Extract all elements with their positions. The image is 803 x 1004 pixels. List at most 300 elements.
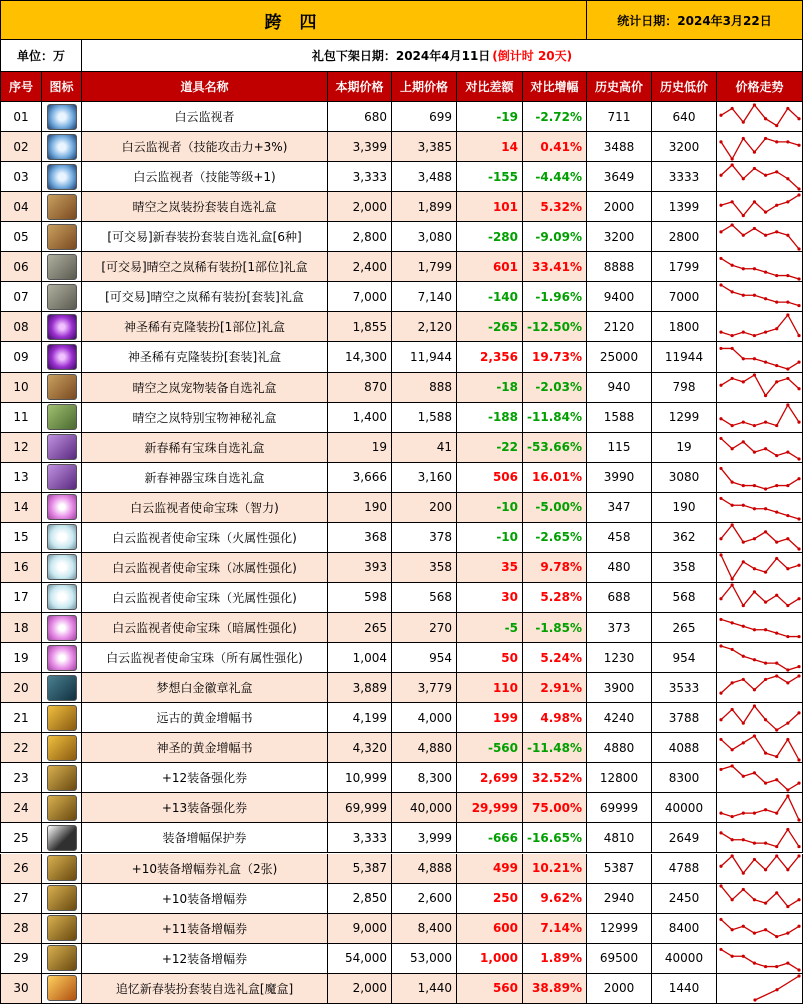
sparkline-point bbox=[797, 143, 800, 146]
sparkline-point bbox=[719, 283, 722, 286]
header-col-history-high: 历史高价 bbox=[587, 72, 652, 102]
sparkline bbox=[719, 493, 801, 521]
sparkline-point bbox=[775, 988, 778, 991]
row-10-col-previous-price: 888 bbox=[392, 373, 457, 403]
row-14-col-previous-price: 200 bbox=[392, 493, 457, 523]
row-23-col-history-low: 8300 bbox=[652, 763, 717, 793]
sparkline-point bbox=[775, 778, 778, 781]
row-25-col-diff: -666 bbox=[457, 823, 523, 853]
row-17-col-change-pct: 5.28% bbox=[523, 583, 587, 613]
sparkline-point bbox=[752, 424, 755, 427]
sparkline-point bbox=[730, 157, 733, 160]
sparkline-point bbox=[797, 845, 800, 848]
row-14-col-history-low: 190 bbox=[652, 493, 717, 523]
row-24-col-diff: 29,999 bbox=[457, 793, 523, 823]
row-21-col-history-low: 3788 bbox=[652, 703, 717, 733]
sparkline-point bbox=[797, 518, 800, 521]
row-09-col-history-low: 11944 bbox=[652, 342, 717, 372]
sparkline bbox=[719, 614, 801, 642]
sparkline-point bbox=[797, 304, 800, 307]
sparkline-point bbox=[719, 617, 722, 620]
sparkline bbox=[719, 523, 801, 551]
sparkline-point bbox=[730, 223, 733, 226]
row-16-col-history-low: 358 bbox=[652, 553, 717, 583]
sparkline-point bbox=[775, 364, 778, 367]
row-02-col-name: 白云监视者（技能攻击力+3%) bbox=[82, 132, 328, 162]
row-13-col-diff: 506 bbox=[457, 463, 523, 493]
sparkline bbox=[719, 433, 801, 461]
sparkline bbox=[719, 133, 801, 161]
sparkline-point bbox=[752, 704, 755, 707]
sparkline-path bbox=[721, 405, 799, 426]
sparkline-point bbox=[719, 598, 722, 601]
row-13-col-current-price: 3,666 bbox=[328, 463, 392, 493]
row-29-col-diff: 1,000 bbox=[457, 944, 523, 974]
row-04-col-icon bbox=[42, 192, 82, 222]
sparkline-point bbox=[786, 274, 789, 277]
sparkline-point bbox=[752, 688, 755, 691]
row-08-col-history-low: 1800 bbox=[652, 312, 717, 342]
sparkline-point bbox=[775, 230, 778, 233]
row-01-col-history-high: 711 bbox=[587, 102, 652, 132]
sparkline-point bbox=[719, 347, 722, 350]
purple-orb-icon bbox=[47, 314, 77, 340]
sparkline-point bbox=[730, 584, 733, 587]
row-29-col-seq: 29 bbox=[0, 944, 42, 974]
row-07-col-previous-price: 7,140 bbox=[392, 282, 457, 312]
row-13-col-seq: 13 bbox=[0, 463, 42, 493]
sparkline-point bbox=[763, 571, 766, 574]
sparkline-point bbox=[741, 721, 744, 724]
row-30-col-change-pct: 38.89% bbox=[523, 974, 587, 1004]
sparkline-point bbox=[763, 965, 766, 968]
row-19-col-change-pct: 5.24% bbox=[523, 643, 587, 673]
row-12-col-change-pct: -53.66% bbox=[523, 433, 587, 463]
sparkline-point bbox=[752, 841, 755, 844]
sparkline-point bbox=[752, 451, 755, 454]
sparkline-point bbox=[719, 865, 722, 868]
sparkline-point bbox=[775, 811, 778, 814]
row-09-col-diff: 2,356 bbox=[457, 342, 523, 372]
pink-orb-icon bbox=[47, 645, 77, 671]
row-05-col-history-high: 3200 bbox=[587, 222, 652, 252]
row-12-col-diff: -22 bbox=[457, 433, 523, 463]
sparkline-point bbox=[730, 334, 733, 337]
row-23-col-trend bbox=[717, 763, 803, 793]
sparkline-point bbox=[797, 387, 800, 390]
sparkline-path bbox=[721, 585, 799, 606]
sparkline-point bbox=[763, 233, 766, 236]
row-11-col-history-high: 1588 bbox=[587, 403, 652, 433]
sparkline-point bbox=[763, 841, 766, 844]
purple-box-icon bbox=[47, 464, 77, 490]
row-11-col-seq: 11 bbox=[0, 403, 42, 433]
row-16-col-seq: 16 bbox=[0, 553, 42, 583]
sparkline-point bbox=[763, 781, 766, 784]
row-17-col-diff: 30 bbox=[457, 583, 523, 613]
row-15-col-previous-price: 378 bbox=[392, 523, 457, 553]
row-16-col-history-high: 480 bbox=[587, 553, 652, 583]
sparkline-point bbox=[763, 868, 766, 871]
row-02-col-history-low: 3200 bbox=[652, 132, 717, 162]
sparkline-point bbox=[752, 200, 755, 203]
row-23-col-diff: 2,699 bbox=[457, 763, 523, 793]
purple-box-icon bbox=[47, 434, 77, 460]
sparkline-point bbox=[797, 898, 800, 901]
row-24-col-current-price: 69,999 bbox=[328, 793, 392, 823]
sparkline bbox=[719, 103, 801, 131]
row-05-col-trend bbox=[717, 222, 803, 252]
ticket-icon bbox=[47, 915, 77, 941]
row-18-col-previous-price: 270 bbox=[392, 613, 457, 643]
sparkline-point bbox=[775, 424, 778, 427]
row-04-col-current-price: 2,000 bbox=[328, 192, 392, 222]
sparkline-point bbox=[763, 421, 766, 424]
sparkline-point bbox=[797, 548, 800, 551]
sparkline-point bbox=[763, 488, 766, 491]
sparkline-point bbox=[797, 334, 800, 337]
sparkline-point bbox=[752, 267, 755, 270]
row-11-col-trend bbox=[717, 403, 803, 433]
sparkline-point bbox=[752, 484, 755, 487]
row-21-col-current-price: 4,199 bbox=[328, 703, 392, 733]
row-22-col-seq: 22 bbox=[0, 733, 42, 763]
row-25-col-history-low: 2649 bbox=[652, 823, 717, 853]
row-22-col-history-high: 4880 bbox=[587, 733, 652, 763]
row-08-col-history-high: 2120 bbox=[587, 312, 652, 342]
sparkline-point bbox=[730, 578, 733, 581]
row-20-col-name: 梦想白金徽章礼盒 bbox=[82, 673, 328, 703]
sparkline-point bbox=[786, 828, 789, 831]
row-27-col-history-high: 2940 bbox=[587, 884, 652, 914]
sparkline-point bbox=[741, 380, 744, 383]
row-16-col-trend bbox=[717, 553, 803, 583]
sparkline-point bbox=[775, 140, 778, 143]
sparkline-point bbox=[730, 708, 733, 711]
row-17-col-name: 白云监视者使命宝珠（光属性强化) bbox=[82, 583, 328, 613]
sparkline-point bbox=[730, 290, 733, 293]
row-21-col-history-high: 4240 bbox=[587, 703, 652, 733]
sparkline-point bbox=[775, 511, 778, 514]
ticket-icon bbox=[47, 795, 77, 821]
sparkline-point bbox=[797, 674, 800, 677]
sparkline-point bbox=[763, 447, 766, 450]
sparkline-point bbox=[752, 811, 755, 814]
sparkline bbox=[719, 283, 801, 311]
row-01-col-previous-price: 699 bbox=[392, 102, 457, 132]
sparkline-point bbox=[775, 674, 778, 677]
sparkline-point bbox=[719, 113, 722, 116]
sparkline-path bbox=[721, 348, 799, 369]
row-23-col-change-pct: 32.52% bbox=[523, 763, 587, 793]
ticket-icon bbox=[47, 885, 77, 911]
blue-crystal-icon bbox=[47, 134, 77, 160]
row-11-col-icon bbox=[42, 403, 82, 433]
sparkline-point bbox=[741, 440, 744, 443]
sparkline-point bbox=[775, 594, 778, 597]
row-06-col-diff: 601 bbox=[457, 252, 523, 282]
row-22-col-trend bbox=[717, 733, 803, 763]
row-11-col-change-pct: -11.84% bbox=[523, 403, 587, 433]
header-col-diff: 对比差额 bbox=[457, 72, 523, 102]
row-22-col-icon bbox=[42, 733, 82, 763]
sparkline-point bbox=[719, 918, 722, 921]
row-11-col-name: 晴空之岚特别宝物神秘礼盒 bbox=[82, 403, 328, 433]
sparkline-point bbox=[763, 136, 766, 139]
sparkline-point bbox=[786, 367, 789, 370]
row-14-col-name: 白云监视者使命宝珠（智力) bbox=[82, 493, 328, 523]
row-13-col-change-pct: 16.01% bbox=[523, 463, 587, 493]
row-10-col-name: 晴空之岚宠物装备自选礼盒 bbox=[82, 373, 328, 403]
sparkline-point bbox=[752, 357, 755, 360]
sparkline-point bbox=[741, 267, 744, 270]
row-04-col-trend bbox=[717, 192, 803, 222]
row-07-col-name: [可交易]晴空之岚稀有装扮[套装]礼盒 bbox=[82, 282, 328, 312]
sparkline-point bbox=[775, 891, 778, 894]
sparkline-point bbox=[741, 214, 744, 217]
row-13-col-name: 新春神器宝珠自选礼盒 bbox=[82, 463, 328, 493]
sparkline-point bbox=[752, 334, 755, 337]
sparkline-point bbox=[775, 203, 778, 206]
sparkline-point bbox=[752, 103, 755, 106]
ticket-icon bbox=[47, 765, 77, 791]
sparkline-point bbox=[719, 884, 722, 887]
sparkline-path bbox=[721, 315, 799, 336]
row-03-col-change-pct: -4.44% bbox=[523, 162, 587, 192]
row-09-col-change-pct: 19.73% bbox=[523, 342, 587, 372]
row-27-col-diff: 250 bbox=[457, 884, 523, 914]
sparkline-point bbox=[741, 624, 744, 627]
row-04-col-change-pct: 5.32% bbox=[523, 192, 587, 222]
row-10-col-icon bbox=[42, 373, 82, 403]
row-28-col-trend bbox=[717, 914, 803, 944]
row-22-col-name: 神圣的黄金增幅书 bbox=[82, 733, 328, 763]
sparkline-point bbox=[786, 721, 789, 724]
row-08-col-diff: -265 bbox=[457, 312, 523, 342]
row-03-col-history-low: 3333 bbox=[652, 162, 717, 192]
stat-date: 统计日期：2024年3月22日 bbox=[587, 0, 803, 40]
row-21-col-previous-price: 4,000 bbox=[392, 703, 457, 733]
sparkline bbox=[719, 373, 801, 401]
sparkline bbox=[719, 193, 801, 221]
row-04-col-seq: 04 bbox=[0, 192, 42, 222]
sparkline bbox=[719, 944, 801, 972]
row-09-col-name: 神圣稀有克隆装扮[套装]礼盒 bbox=[82, 342, 328, 372]
sparkline-point bbox=[730, 898, 733, 901]
row-03-col-history-high: 3649 bbox=[587, 162, 652, 192]
row-20-col-previous-price: 3,779 bbox=[392, 673, 457, 703]
sparkline bbox=[719, 884, 801, 912]
row-26-col-trend bbox=[717, 854, 803, 884]
row-12-col-seq: 12 bbox=[0, 433, 42, 463]
gold-box-icon bbox=[47, 975, 77, 1001]
row-09-col-trend bbox=[717, 342, 803, 372]
sparkline-point bbox=[730, 377, 733, 380]
sparkline-point bbox=[763, 628, 766, 631]
row-28-col-diff: 600 bbox=[457, 914, 523, 944]
row-27-col-change-pct: 9.62% bbox=[523, 884, 587, 914]
sparkline-point bbox=[741, 136, 744, 139]
sparkline-point bbox=[752, 932, 755, 935]
sparkline-point bbox=[763, 507, 766, 510]
sparkline-point bbox=[752, 373, 755, 376]
sparkline-path bbox=[755, 976, 799, 1000]
sparkline-point bbox=[719, 437, 722, 440]
sparkline-point bbox=[797, 969, 800, 972]
sparkline-point bbox=[775, 274, 778, 277]
sparkline-point bbox=[797, 277, 800, 280]
row-18-col-name: 白云监视者使命宝珠（暗属性强化) bbox=[82, 613, 328, 643]
row-19-col-diff: 50 bbox=[457, 643, 523, 673]
row-02-col-current-price: 3,399 bbox=[328, 132, 392, 162]
sparkline-point bbox=[763, 297, 766, 300]
row-25-col-icon bbox=[42, 823, 82, 853]
sparkline-point bbox=[741, 888, 744, 891]
row-18-col-seq: 18 bbox=[0, 613, 42, 643]
sparkline-point bbox=[719, 173, 722, 176]
row-01-col-trend bbox=[717, 102, 803, 132]
sparkline-point bbox=[797, 598, 800, 601]
row-24-col-seq: 24 bbox=[0, 793, 42, 823]
row-15-col-current-price: 368 bbox=[328, 523, 392, 553]
row-27-col-history-low: 2450 bbox=[652, 884, 717, 914]
row-14-col-history-high: 347 bbox=[587, 493, 652, 523]
sparkline-point bbox=[752, 227, 755, 230]
row-26-col-current-price: 5,387 bbox=[328, 854, 392, 884]
row-27-col-current-price: 2,850 bbox=[328, 884, 392, 914]
sparkline-point bbox=[775, 661, 778, 664]
blue-crystal-icon bbox=[47, 164, 77, 190]
row-25-col-change-pct: -16.65% bbox=[523, 823, 587, 853]
row-27-col-seq: 27 bbox=[0, 884, 42, 914]
row-19-col-history-high: 1230 bbox=[587, 643, 652, 673]
sparkline-point bbox=[719, 467, 722, 470]
sparkline-point bbox=[730, 764, 733, 767]
sparkline-point bbox=[797, 421, 800, 424]
row-17-col-seq: 17 bbox=[0, 583, 42, 613]
row-05-col-name: [可交易]新春装扮套装自选礼盒[6种] bbox=[82, 222, 328, 252]
sparkline bbox=[719, 794, 801, 822]
row-26-col-history-low: 4788 bbox=[652, 854, 717, 884]
row-07-col-icon bbox=[42, 282, 82, 312]
sparkline-point bbox=[741, 177, 744, 180]
sparkline-point bbox=[763, 677, 766, 680]
sparkline-point bbox=[741, 677, 744, 680]
row-16-col-change-pct: 9.78% bbox=[523, 553, 587, 583]
row-12-col-icon bbox=[42, 433, 82, 463]
row-18-col-history-low: 265 bbox=[652, 613, 717, 643]
sparkline-point bbox=[763, 601, 766, 604]
row-20-col-icon bbox=[42, 673, 82, 703]
sparkline-point bbox=[719, 948, 722, 951]
row-29-col-trend bbox=[717, 944, 803, 974]
row-17-col-icon bbox=[42, 583, 82, 613]
sparkline-point bbox=[775, 965, 778, 968]
sparkline-point bbox=[741, 421, 744, 424]
row-24-col-icon bbox=[42, 793, 82, 823]
row-02-col-seq: 02 bbox=[0, 132, 42, 162]
sparkline-point bbox=[775, 300, 778, 303]
countdown-text: (倒计时 20天) bbox=[492, 49, 573, 63]
row-19-col-current-price: 1,004 bbox=[328, 643, 392, 673]
row-01-col-name: 白云监视者 bbox=[82, 102, 328, 132]
row-24-col-name: +13装备强化券 bbox=[82, 793, 328, 823]
row-17-col-current-price: 598 bbox=[328, 583, 392, 613]
sparkline bbox=[719, 553, 801, 581]
sparkline-point bbox=[797, 925, 800, 928]
row-12-col-trend bbox=[717, 433, 803, 463]
row-26-col-icon bbox=[42, 854, 82, 884]
row-19-col-name: 白云监视者使命宝珠（所有属性强化) bbox=[82, 643, 328, 673]
sparkline-point bbox=[719, 831, 722, 834]
sparkline-point bbox=[730, 424, 733, 427]
sparkline-point bbox=[775, 327, 778, 330]
sparkline-point bbox=[786, 177, 789, 180]
row-04-col-name: 晴空之岚装扮套装自选礼盒 bbox=[82, 192, 328, 222]
row-02-col-change-pct: 0.41% bbox=[523, 132, 587, 162]
row-18-col-change-pct: -1.85% bbox=[523, 613, 587, 643]
sparkline-point bbox=[719, 257, 722, 260]
gray-box-icon bbox=[47, 254, 77, 280]
ticket-icon bbox=[47, 855, 77, 881]
sparkline bbox=[719, 644, 801, 672]
row-30-col-current-price: 2,000 bbox=[328, 974, 392, 1004]
sparkline-point bbox=[741, 120, 744, 123]
sparkline-path bbox=[721, 886, 799, 907]
sparkline-point bbox=[786, 313, 789, 316]
sparkline-point bbox=[719, 203, 722, 206]
sparkline-point bbox=[797, 117, 800, 120]
row-27-col-icon bbox=[42, 884, 82, 914]
row-20-col-trend bbox=[717, 673, 803, 703]
row-05-col-previous-price: 3,080 bbox=[392, 222, 457, 252]
row-26-col-seq: 26 bbox=[0, 854, 42, 884]
row-24-col-previous-price: 40,000 bbox=[392, 793, 457, 823]
sparkline-point bbox=[763, 330, 766, 333]
row-26-col-name: +10装备增幅券礼盒（2张) bbox=[82, 854, 328, 884]
row-22-col-history-low: 4088 bbox=[652, 733, 717, 763]
row-28-col-icon bbox=[42, 914, 82, 944]
row-10-col-diff: -18 bbox=[457, 373, 523, 403]
row-05-col-change-pct: -9.09% bbox=[523, 222, 587, 252]
sparkline-point bbox=[730, 263, 733, 266]
sparkline-point bbox=[752, 166, 755, 169]
row-25-col-current-price: 3,333 bbox=[328, 823, 392, 853]
sparkline-path bbox=[721, 766, 799, 790]
sparkline-point bbox=[797, 477, 800, 480]
sparkline bbox=[719, 403, 801, 431]
sparkline-path bbox=[721, 950, 799, 971]
sparkline-point bbox=[786, 788, 789, 791]
row-30-col-history-low: 1440 bbox=[652, 974, 717, 1004]
sparkline-point bbox=[797, 711, 800, 714]
row-08-col-seq: 08 bbox=[0, 312, 42, 342]
row-14-col-diff: -10 bbox=[457, 493, 523, 523]
sparkline-point bbox=[752, 771, 755, 774]
row-30-col-diff: 560 bbox=[457, 974, 523, 1004]
sheet-title: 跨 四 bbox=[0, 0, 587, 40]
sparkline-point bbox=[730, 447, 733, 450]
sparkline-point bbox=[797, 635, 800, 638]
row-26-col-history-high: 5387 bbox=[587, 854, 652, 884]
sparkline-point bbox=[741, 330, 744, 333]
sparkline-point bbox=[786, 200, 789, 203]
row-10-col-seq: 10 bbox=[0, 373, 42, 403]
sparkline-point bbox=[752, 537, 755, 540]
sparkline-point bbox=[775, 454, 778, 457]
row-25-col-trend bbox=[717, 823, 803, 853]
sparkline-point bbox=[786, 106, 789, 109]
